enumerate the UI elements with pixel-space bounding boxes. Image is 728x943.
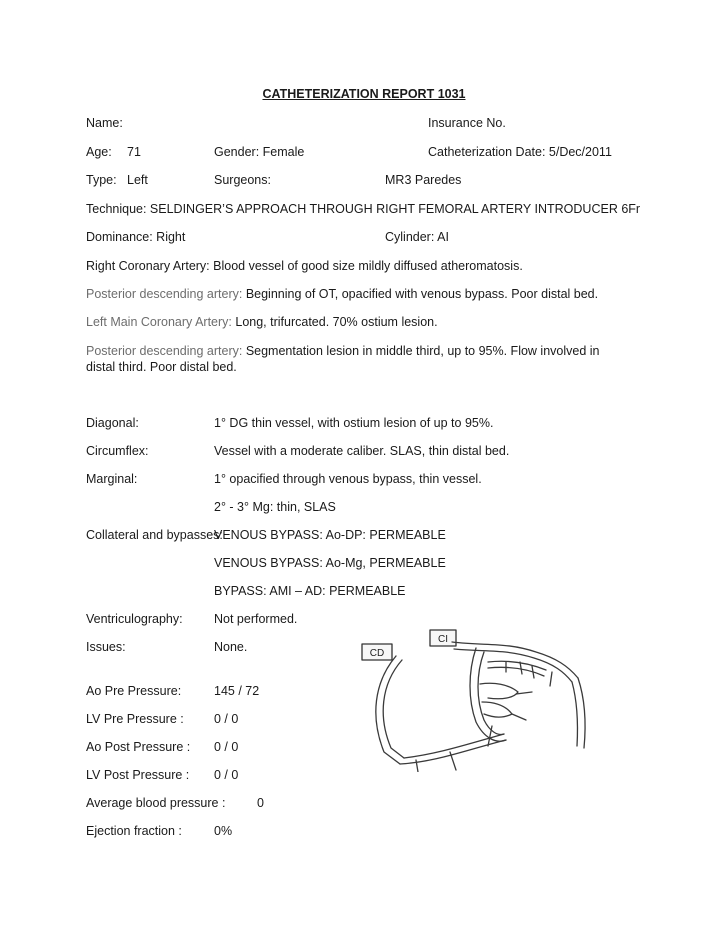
age-value: 71 bbox=[127, 145, 141, 159]
rca-finding: Right Coronary Artery: Blood vessel of good size mildly diffused atheromatosis. bbox=[86, 259, 523, 273]
surgeons-value: MR3 Paredes bbox=[385, 173, 462, 187]
lmca-finding bbox=[86, 315, 438, 330]
insurance-label: Insurance No. bbox=[428, 116, 506, 130]
pressure-value: 0% bbox=[214, 824, 233, 838]
lmca-label: Left Main Coronary Artery: bbox=[86, 315, 232, 329]
finding-value: 2° - 3° Mg: thin, SLAS bbox=[214, 500, 336, 514]
type-value: Left bbox=[127, 173, 148, 187]
gender-field: Gender: Female bbox=[214, 145, 305, 159]
report-title: CATHETERIZATION REPORT 1031 bbox=[262, 87, 466, 101]
pressure-value: 0 / 0 bbox=[214, 712, 239, 726]
circumflex-inner bbox=[478, 652, 504, 734]
pressure-label: Ao Post Pressure : bbox=[86, 740, 191, 754]
technique-line: Technique: SELDINGER’S APPROACH THROUGH RIGHT FEMORAL ARTERY INTRODUCER 6Fr bbox=[86, 202, 641, 216]
finding-value: 1° DG thin vessel, with ostium lesion of up to 95%. bbox=[214, 416, 494, 430]
pressure-label: Ejection fraction : bbox=[86, 824, 182, 838]
pressure-label: Ao Pre Pressure: bbox=[86, 684, 182, 698]
diagonal-branch-inner bbox=[488, 667, 544, 676]
age-label: Age: bbox=[86, 145, 112, 159]
finding-value: VENOUS BYPASS: Ao-Mg, PERMEABLE bbox=[214, 556, 446, 570]
branch-twig bbox=[520, 662, 522, 674]
pressure-label: Average blood pressure : bbox=[86, 796, 226, 810]
pressure-label: LV Pre Pressure : bbox=[86, 712, 184, 726]
pda-label-1: Posterior descending artery: bbox=[86, 287, 243, 301]
pressure-value: 0 / 0 bbox=[214, 768, 239, 782]
ci-label: CI bbox=[438, 634, 448, 645]
cylinder-field: Cylinder: AI bbox=[385, 230, 449, 244]
rca-vessel-inner bbox=[383, 660, 404, 758]
pressure-label: LV Post Pressure : bbox=[86, 768, 190, 782]
finding-label: Circumflex: bbox=[86, 444, 149, 458]
rca-vessel-outer bbox=[376, 656, 400, 764]
surgeons-label: Surgeons: bbox=[214, 173, 271, 187]
finding-label: Collateral and bypasses: bbox=[86, 528, 223, 542]
type-label: Type: bbox=[86, 173, 117, 187]
finding-value: 1° opacified through venous bypass, thin vessel. bbox=[214, 472, 482, 486]
pressure-value: 0 / 0 bbox=[214, 740, 239, 754]
marginal-loop bbox=[482, 702, 512, 717]
pressure-value: 0 bbox=[257, 796, 264, 810]
cd-label: CD bbox=[369, 648, 385, 659]
marginal-twig bbox=[512, 714, 526, 720]
dominance-field: Dominance: Right bbox=[86, 230, 186, 244]
lad-descending bbox=[578, 678, 585, 748]
finding-value: Not performed. bbox=[214, 612, 298, 626]
name-label: Name: bbox=[86, 116, 123, 130]
finding-label: Diagonal: bbox=[86, 416, 139, 430]
finding-label: Ventriculography: bbox=[86, 612, 183, 626]
marginal-loop bbox=[480, 683, 518, 698]
pda-finding-1 bbox=[86, 287, 598, 302]
lad-descending-inner bbox=[572, 682, 577, 746]
pda-text-1: Beginning of OT, opacified with venous bypass. Poor distal bed. bbox=[242, 287, 599, 301]
finding-label: Issues: bbox=[86, 640, 126, 654]
finding-value: BYPASS: AMI – AD: PERMEABLE bbox=[214, 584, 406, 598]
finding-label: Marginal: bbox=[86, 472, 138, 486]
coronary-diagram bbox=[356, 622, 596, 772]
pressure-value: 145 / 72 bbox=[214, 684, 260, 698]
pda-finding-2 bbox=[86, 343, 626, 375]
branch-twig bbox=[550, 672, 552, 686]
finding-value: VENOUS BYPASS: Ao-DP: PERMEABLE bbox=[214, 528, 446, 542]
finding-value: None. bbox=[214, 640, 248, 654]
pda-text-2: Segmentation lesion in middle third, up to 95%. Flow involved in distal third. Poor distal bed. bbox=[86, 344, 600, 374]
finding-value: Vessel with a moderate caliber. SLAS, thin distal bed. bbox=[214, 444, 510, 458]
catheterization-date: Catheterization Date: 5/Dec/2011 bbox=[428, 145, 612, 159]
pda-label-2: Posterior descending artery: bbox=[86, 344, 243, 358]
lmca-text: Long, trifurcated. 70% ostium lesion. bbox=[231, 315, 438, 329]
